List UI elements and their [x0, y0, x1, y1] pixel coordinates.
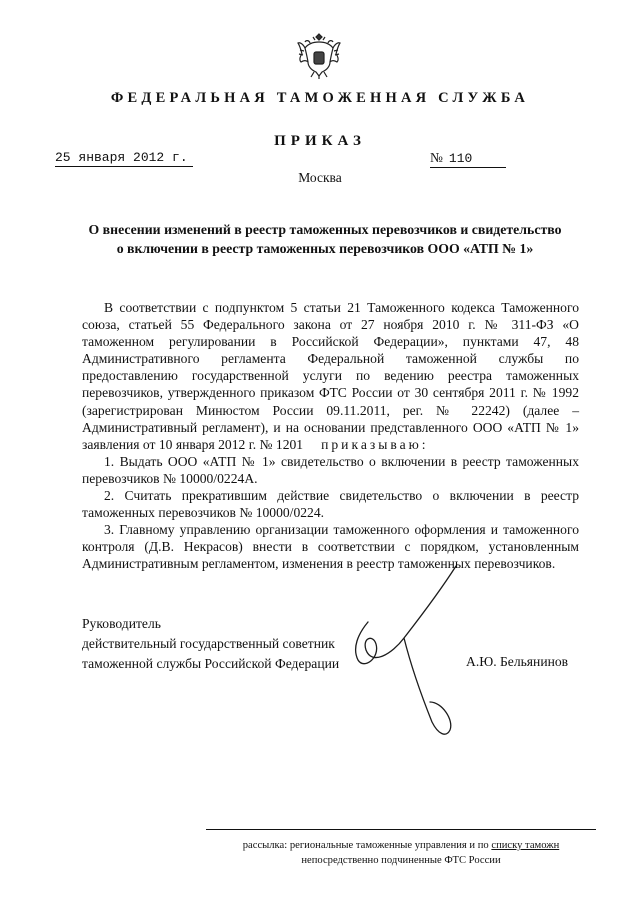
order-word: приказываю: [321, 436, 429, 452]
distribution-list [206, 829, 596, 868]
double-headed-eagle-icon [296, 30, 342, 80]
signer-title-line-3: таможенной службы Российской Федерации [82, 656, 340, 671]
signer-name: А.Ю. Бельянинов [466, 654, 569, 669]
distribution-link[interactable]: списку таможн [491, 840, 560, 851]
order-date: 25 января 2012 г. [55, 150, 193, 167]
handwritten-signature [346, 552, 476, 742]
distribution-line-2: непосредственно подчиненные ФТС России [301, 855, 501, 866]
heading-line-1: О внесении изменений в реестр таможенных перевозчиков и свидетельство [88, 222, 562, 237]
signer-title-line-2: действительный государственный советник [82, 636, 335, 651]
order-number: 110 [448, 151, 473, 166]
distribution-prefix: рассылка: региональные таможенные управления и по [242, 840, 489, 851]
heading-line-2: о включении в реестр таможенных перевозчиков ООО «АТП № 1» [116, 241, 534, 256]
number-sign: № [430, 150, 443, 165]
preamble-paragraph [82, 299, 579, 453]
preamble-text: В соответствии с подпунктом 5 статьи 21 Таможенного кодекса Таможенного союза, статьей 55 Федерального закона от 27 ноября 2010 г. № 311-ФЗ «О таможенном регулировании в Российской Федерации», пунктами 47, 48 Административного регламента Федеральной таможенной службы по предоставлению государственной услуги по ведению реестра таможенных перевозчиков, утвержденного приказом ФТС России от 30 сентября 2011 г. № 1992 (зарегистрирован Минюстом России 09.11.2011, рег. № 22242) (далее – Административный регламент), и на основании представленного ООО «АТП № 1» заявления от 10 января 2012 г. № 1201 [82, 300, 579, 452]
agency-name: ФЕДЕРАЛЬНАЯ ТАМОЖЕННАЯ СЛУЖБА [110, 90, 530, 106]
distribution-line-1 [206, 838, 596, 853]
document-type: ПРИКАЗ [274, 133, 366, 149]
order-item-3: 3. Главному управлению организации таможенного оформления и таможенного контроля (Д.В. Некрасов) внести в соответствии с порядком, установленным Административным регламентом, изменения в реестр таможенных перевозчиков. [82, 522, 579, 572]
signer-title [82, 614, 372, 674]
order-item-1: 1. Выдать ООО «АТП № 1» свидетельство о включении в реестр таможенных перевозчиков № 10000/0224А. [82, 453, 579, 486]
order-number-field [430, 150, 506, 168]
order-item-2: 2. Считать прекратившим действие свидетельство о включении в реестр таможенных перевозчиков № 10000/0224. [82, 488, 579, 521]
order-body [82, 299, 579, 573]
signer-title-line-1: Руководитель [82, 616, 161, 631]
order-city: Москва [298, 170, 342, 185]
order-heading [60, 220, 590, 258]
